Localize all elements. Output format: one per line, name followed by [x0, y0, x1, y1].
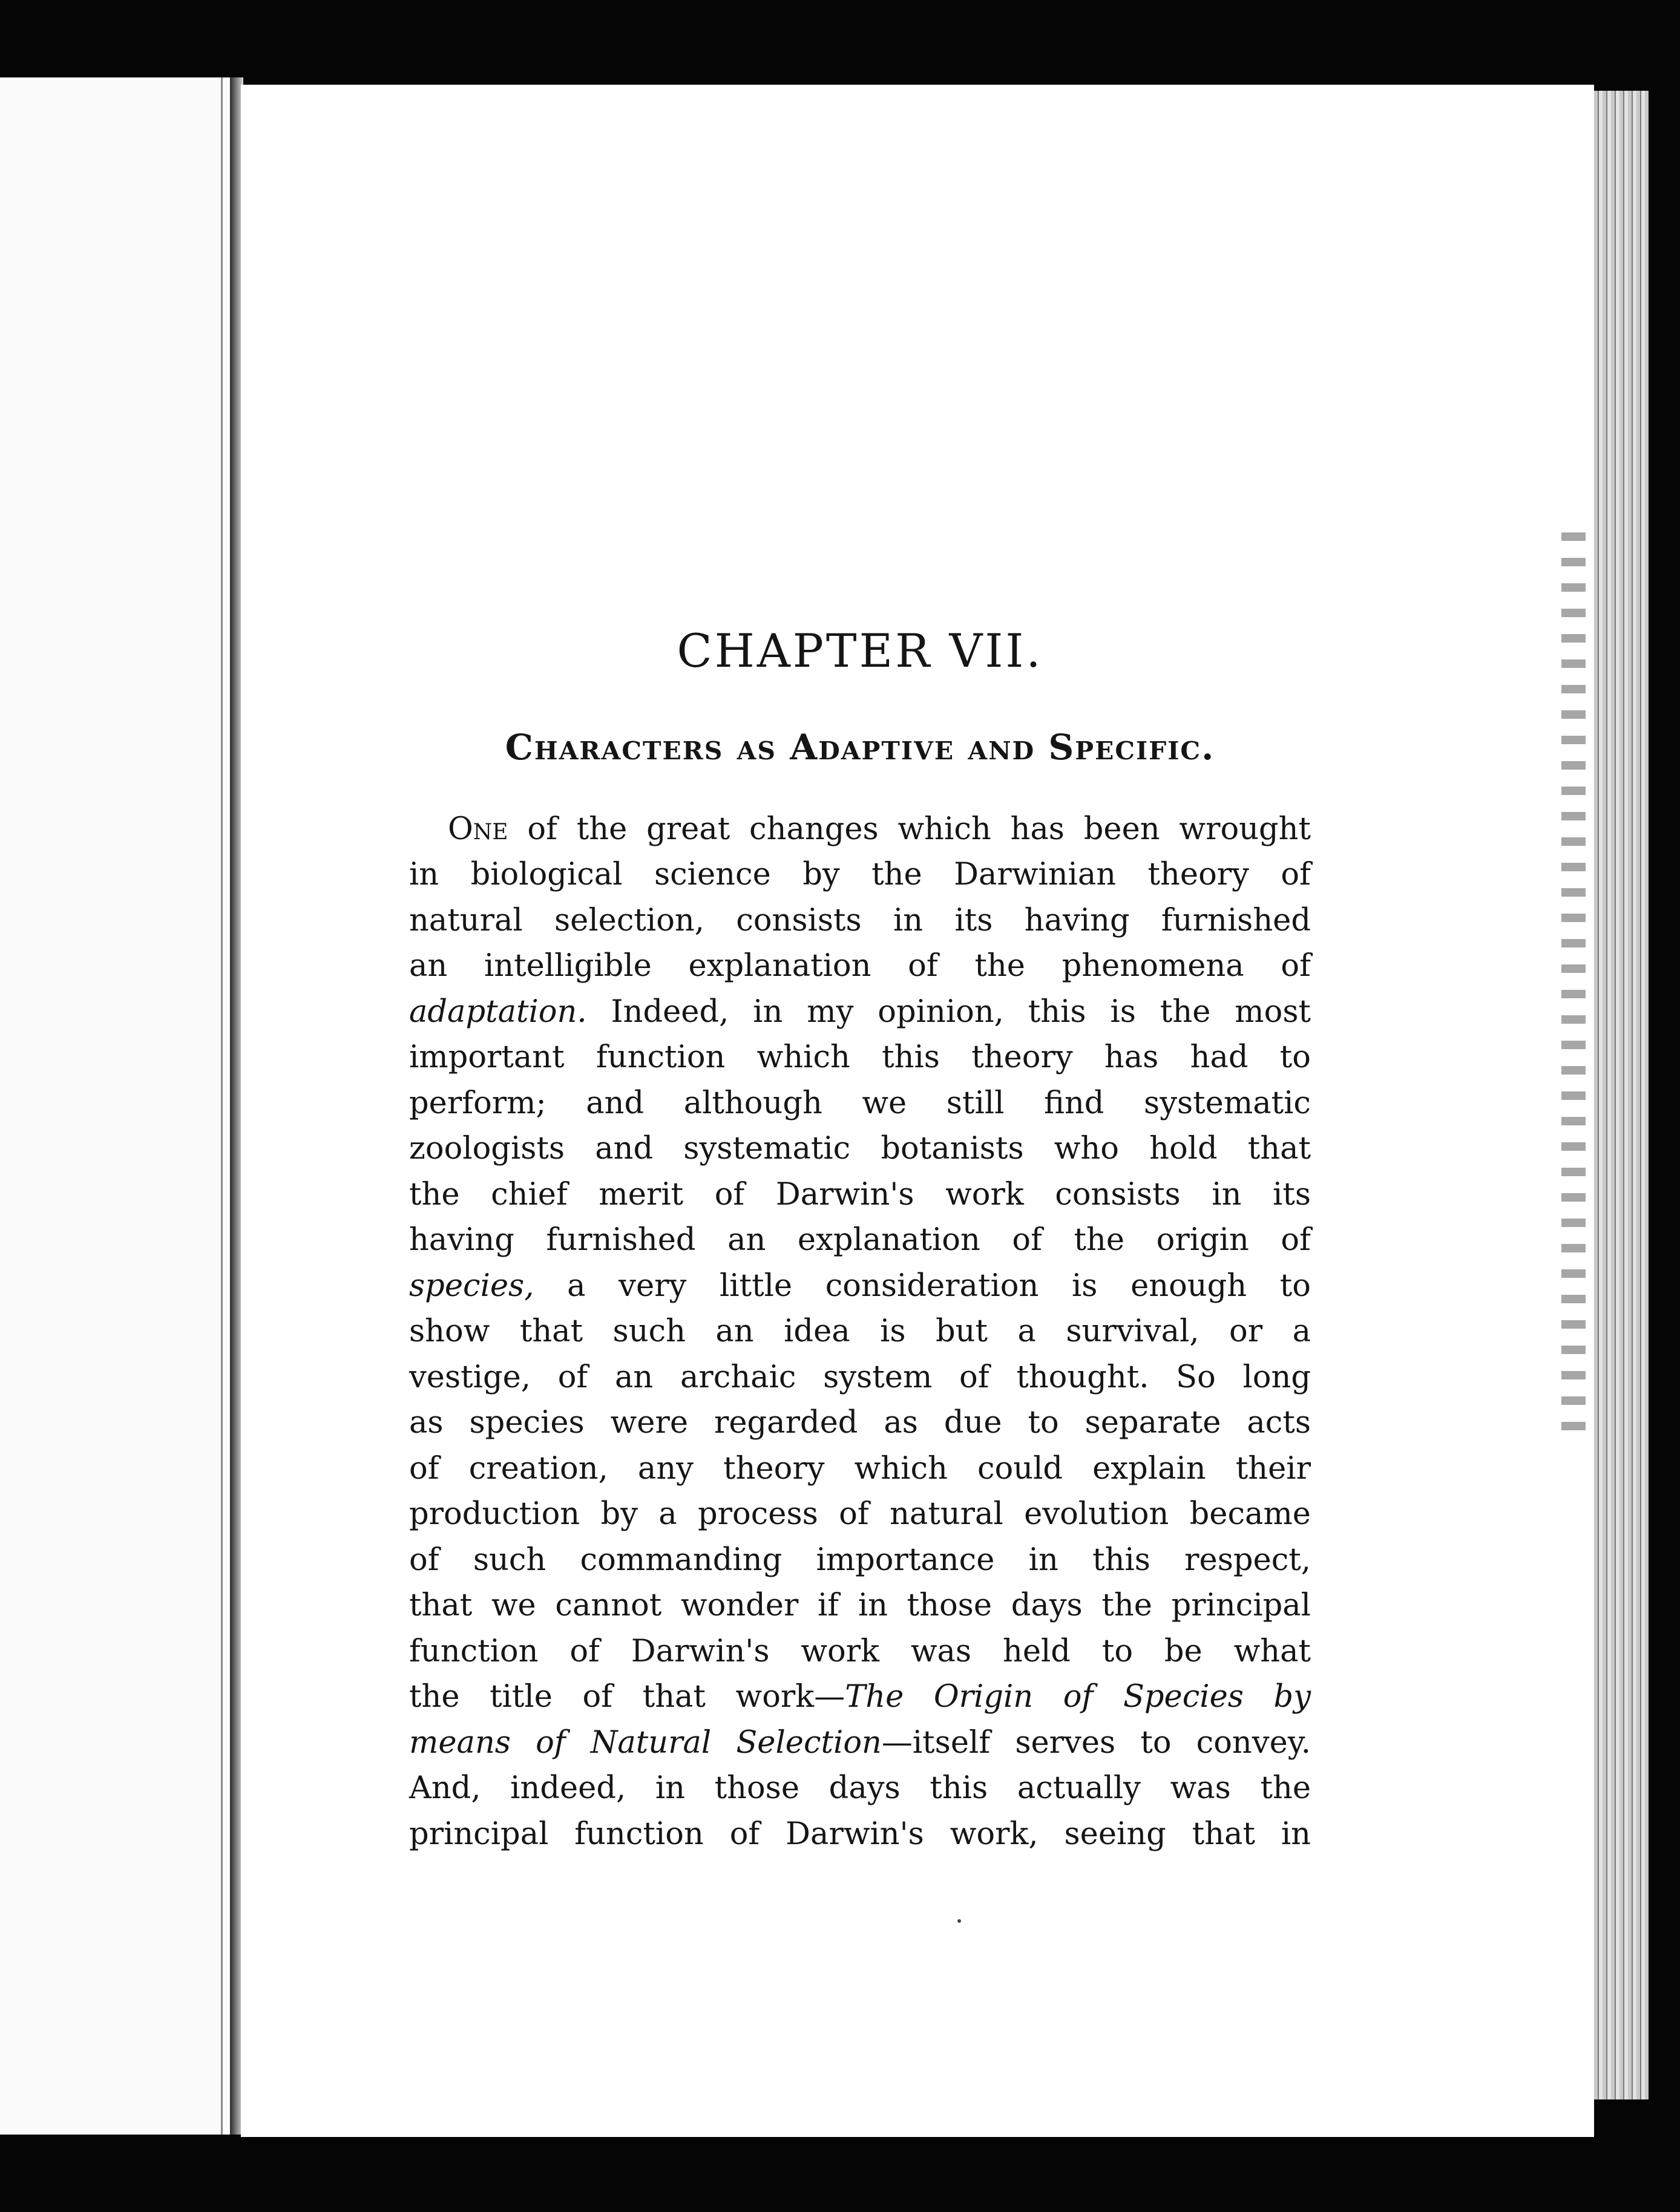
text-line	[409, 807, 1311, 852]
text-segment: that we cannot wonder if in those days the principal	[409, 1588, 1311, 1624]
page-block-fore-edge	[1594, 91, 1649, 2099]
text-line	[409, 852, 1311, 898]
chapter-heading: CHAPTER VII.	[677, 624, 1043, 678]
ink-speck	[957, 1919, 961, 1923]
text-segment: And, indeed, in those days this actually was the	[409, 1770, 1311, 1807]
text-line	[409, 1491, 1311, 1537]
body-paragraph	[409, 807, 1311, 1857]
page-text-block	[409, 623, 1311, 1857]
text-segment: Indeed, in my opinion, this is the most	[586, 993, 1311, 1030]
text-line	[409, 1355, 1311, 1401]
text-segment: adaptation.	[409, 993, 587, 1030]
text-segment: species,	[409, 1268, 534, 1304]
text-line	[409, 1217, 1311, 1263]
text-line	[409, 1446, 1311, 1492]
text-segment: as species were regarded as due to separate acts	[409, 1405, 1311, 1441]
text-segment: production by a process of natural evolution became	[409, 1496, 1311, 1533]
text-segment: principal function of Darwin's work, seeing that in	[409, 1816, 1311, 1852]
chapter-subtitle: Characters as Adaptive and Specific.	[505, 727, 1215, 768]
text-line	[409, 943, 1311, 989]
text-line	[409, 1263, 1311, 1309]
text-segment: important function which this theory has had to	[409, 1039, 1311, 1076]
text-line	[409, 1537, 1311, 1583]
text-line	[409, 1172, 1311, 1218]
text-segment: perform; and although we still find systematic	[409, 1085, 1311, 1121]
text-line	[409, 1720, 1311, 1766]
text-segment: One	[448, 811, 508, 847]
left-page-edge	[0, 77, 232, 2135]
text-line	[409, 1035, 1311, 1081]
bleed-through-marks	[1561, 532, 1586, 1440]
text-segment: of the great changes which has been wrought	[508, 811, 1311, 847]
text-line	[409, 1126, 1311, 1172]
text-line	[409, 1583, 1311, 1629]
text-segment: the chief merit of Darwin's work consists in its	[409, 1176, 1311, 1212]
text-segment: means of Natural Selection	[409, 1724, 882, 1761]
text-segment: natural selection, consists in its having furnished	[409, 902, 1311, 938]
text-segment: a very little consideration is enough to	[534, 1268, 1311, 1304]
text-segment: function of Darwin's work was held to be what	[409, 1633, 1311, 1669]
text-line	[409, 1674, 1311, 1720]
text-line	[409, 898, 1311, 944]
text-segment: zoologists and systematic botanists who hold that	[409, 1131, 1311, 1167]
left-page-border-line	[221, 77, 223, 2135]
text-segment: an intelligible explanation of the phenomena of	[409, 948, 1311, 984]
text-line	[409, 989, 1311, 1035]
text-line	[409, 1081, 1311, 1127]
text-segment: show that such an idea is but a survival, or a	[409, 1314, 1311, 1350]
text-segment: in biological science by the Darwinian theory of	[409, 857, 1311, 893]
text-line	[409, 1309, 1311, 1355]
text-line	[409, 1765, 1311, 1811]
text-line	[409, 1811, 1311, 1857]
text-segment: having furnished an explanation of the origin of	[409, 1222, 1311, 1258]
text-segment: the title of that work—	[409, 1679, 845, 1715]
text-line	[409, 1400, 1311, 1446]
text-line	[409, 1629, 1311, 1675]
text-segment: The Origin of Species by	[845, 1679, 1311, 1715]
text-segment: of such commanding importance in this respect,	[409, 1542, 1311, 1578]
text-segment: vestige, of an archaic system of thought. So long	[409, 1359, 1311, 1395]
text-segment: —itself serves to convey.	[881, 1724, 1311, 1761]
text-segment: of creation, any theory which could explain their	[409, 1450, 1311, 1487]
